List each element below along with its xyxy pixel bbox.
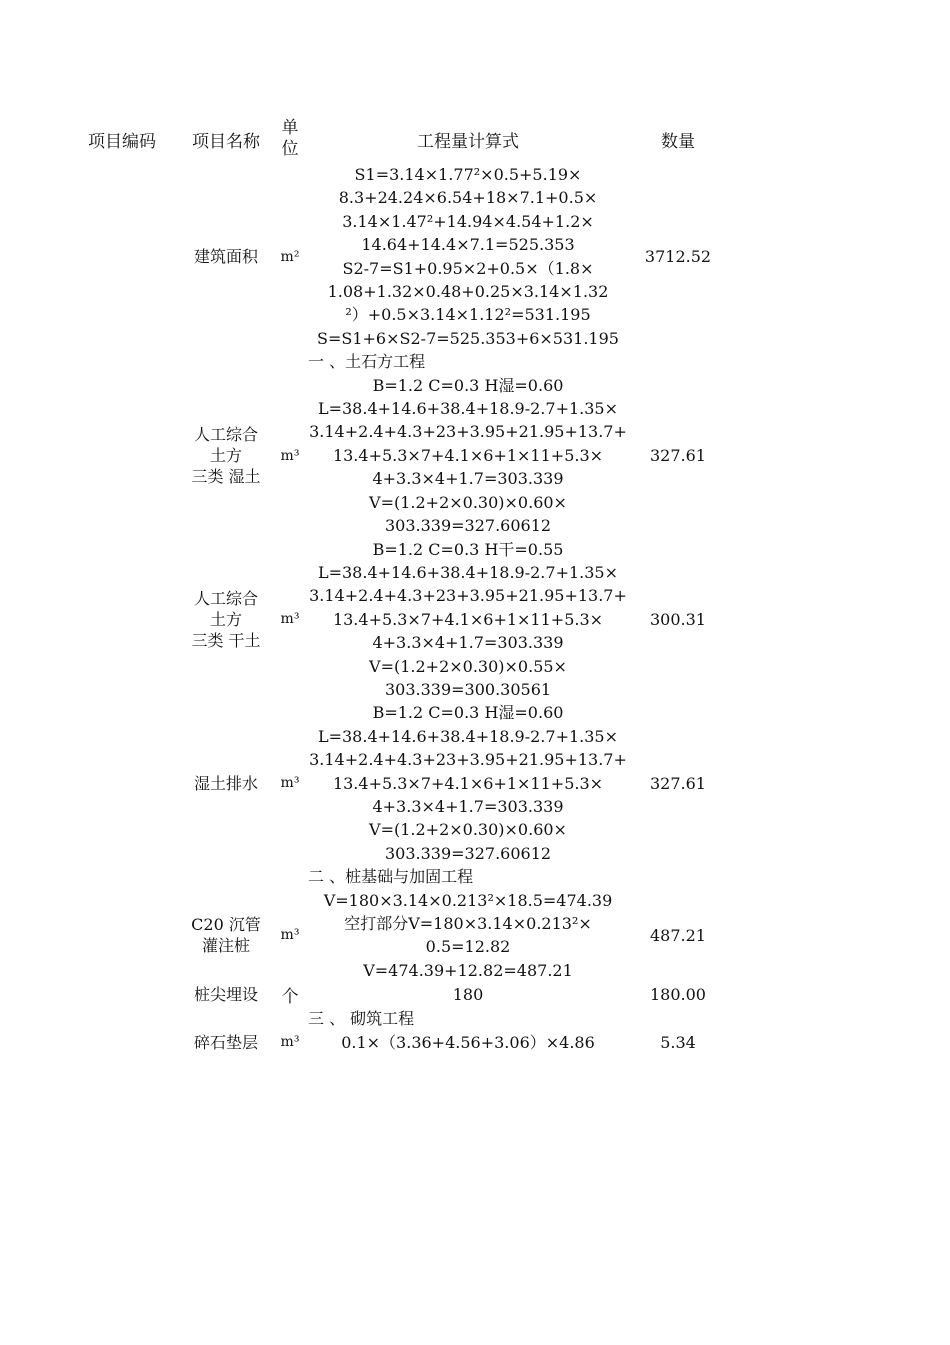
item-row — [88, 889, 728, 983]
item-row — [88, 163, 728, 350]
item-name — [180, 1031, 272, 1054]
formula-line: 13.4+5.3×7+4.1×6+1×11+5.3× — [332, 609, 604, 629]
formula-line: 303.339=327.60612 — [384, 843, 552, 863]
header-quantity: 数量 — [661, 131, 695, 152]
item-code — [88, 982, 180, 1007]
item-formula — [308, 538, 628, 702]
formula-line: 8.3+24.24×6.54+18×7.1+0.5× — [338, 188, 598, 208]
item-unit: m² — [280, 248, 300, 265]
item-quantity: 180.00 — [650, 985, 706, 1005]
item-formula — [308, 1031, 628, 1054]
formula-line: V=(1.2+2×0.30)×0.55× — [369, 656, 567, 676]
item-code — [88, 1031, 180, 1054]
item-code — [88, 163, 180, 350]
formula-line: V=(1.2+2×0.30)×0.60× — [369, 820, 567, 840]
formula-line: V=474.39+12.82=487.21 — [363, 960, 573, 980]
header-name: 项目名称 — [192, 131, 260, 152]
item-quantity: 300.31 — [650, 609, 706, 629]
formula-line: S1=3.14×1.77²×0.5+5.19× — [354, 165, 582, 184]
item-name — [180, 374, 272, 538]
formula-line: V=(1.2+2×0.30)×0.60× — [369, 492, 567, 512]
item-name — [180, 538, 272, 702]
formula-line: L=38.4+14.6+38.4+18.9-2.7+1.35× — [317, 399, 619, 419]
item-name-line: 桩尖埋设 — [193, 985, 258, 1005]
quantity-table — [88, 115, 728, 1054]
item-code — [88, 701, 180, 865]
item-name-line: C20 沉管 — [191, 915, 261, 935]
formula-line: 14.64+14.4×7.1=525.353 — [361, 235, 575, 255]
item-formula — [308, 374, 628, 538]
item-quantity: 327.61 — [650, 446, 706, 466]
item-row — [88, 1031, 728, 1054]
item-unit: m³ — [280, 927, 300, 944]
item-formula — [308, 701, 628, 865]
item-code — [88, 374, 180, 538]
item-name-line: 灌注桩 — [201, 936, 250, 956]
formula-line: 4+3.3×4+1.7=303.339 — [372, 469, 564, 489]
item-formula — [308, 889, 628, 983]
item-row — [88, 374, 728, 538]
header-code: 项目编码 — [88, 131, 156, 152]
formula-line: 1.08+1.32×0.48+0.25×3.14×1.32 — [327, 282, 609, 302]
section-row — [88, 1007, 728, 1030]
item-name — [180, 889, 272, 983]
item-name-line: 人工综合 — [193, 588, 258, 608]
formula-line: B=1.2 C=0.3 H湿=0.60 — [372, 703, 564, 723]
formula-line: 303.339=327.60612 — [384, 516, 552, 536]
item-unit: m³ — [280, 775, 300, 792]
section-title: 三 、 砌筑工程 — [308, 1009, 415, 1029]
item-name — [180, 163, 272, 350]
item-formula — [308, 163, 628, 350]
formula-line: 3.14×1.47²+14.94×4.54+1.2× — [342, 211, 594, 231]
item-quantity: 487.21 — [650, 925, 706, 945]
item-name-line: 土方 — [209, 446, 242, 466]
formula-line: 4+3.3×4+1.7=303.339 — [372, 633, 564, 653]
formula-line: 3.14+2.4+4.3+23+3.95+21.95+13.7+ — [309, 586, 627, 606]
item-code — [88, 889, 180, 983]
formula-line: 空打部分V=180×3.14×0.213²× — [344, 914, 592, 933]
item-row — [88, 538, 728, 702]
item-quantity: 5.34 — [660, 1032, 696, 1052]
formula-line: L=38.4+14.6+38.4+18.9-2.7+1.35× — [317, 726, 619, 746]
section-row — [88, 350, 728, 373]
header-unit: 单位 — [281, 118, 299, 159]
header-formula: 工程量计算式 — [417, 131, 519, 152]
item-quantity: 327.61 — [650, 773, 706, 793]
formula-line: 3.14+2.4+4.3+23+3.95+21.95+13.7+ — [309, 422, 627, 442]
formula-line: 303.339=300.30561 — [384, 679, 552, 699]
item-name-line: 建筑面积 — [193, 247, 258, 267]
item-name-line: 土方 — [209, 609, 242, 629]
section-title: 一 、土石方工程 — [308, 352, 426, 372]
item-unit: m³ — [280, 611, 300, 628]
item-unit: m³ — [280, 447, 300, 464]
item-row — [88, 701, 728, 865]
item-name-line: 人工综合 — [193, 425, 258, 445]
item-name-line: 碎石垫层 — [193, 1032, 258, 1052]
header-row — [88, 115, 728, 163]
item-formula — [308, 982, 628, 1007]
formula-line: B=1.2 C=0.3 H湿=0.60 — [372, 375, 564, 395]
item-quantity: 3712.52 — [644, 247, 712, 267]
item-name-line: 湿土排水 — [193, 773, 258, 793]
formula-line: S=S1+6×S2-7=525.353+6×531.195 — [317, 328, 619, 348]
formula-line: ²）+0.5×3.14×1.12²=531.195 — [345, 305, 591, 325]
formula-line: 13.4+5.3×7+4.1×6+1×11+5.3× — [332, 445, 604, 465]
formula-line: 3.14+2.4+4.3+23+3.95+21.95+13.7+ — [309, 750, 627, 770]
item-unit: 个 — [281, 987, 299, 1008]
formula-line: 180 — [452, 985, 484, 1005]
item-unit: m³ — [280, 1034, 300, 1051]
item-name — [180, 701, 272, 865]
section-title: 二 、桩基础与加固工程 — [308, 867, 474, 887]
formula-line: 0.1×（3.36+4.56+3.06）×4.86 — [341, 1032, 595, 1052]
formula-line: L=38.4+14.6+38.4+18.9-2.7+1.35× — [317, 562, 619, 582]
formula-line: V=180×3.14×0.213²×18.5=474.39 — [323, 890, 613, 910]
formula-line: 4+3.3×4+1.7=303.339 — [372, 796, 564, 816]
formula-line: B=1.2 C=0.3 H干=0.55 — [372, 539, 564, 559]
item-row — [88, 982, 728, 1007]
formula-line: 13.4+5.3×7+4.1×6+1×11+5.3× — [332, 773, 604, 793]
item-name-line: 三类 干土 — [191, 630, 261, 650]
section-row — [88, 865, 728, 888]
item-code — [88, 538, 180, 702]
item-name-line: 三类 湿土 — [191, 467, 261, 487]
formula-line: 0.5=12.82 — [425, 937, 511, 957]
formula-line: S2-7=S1+0.95×2+0.5×（1.8× — [342, 258, 594, 278]
item-name — [180, 982, 272, 1007]
